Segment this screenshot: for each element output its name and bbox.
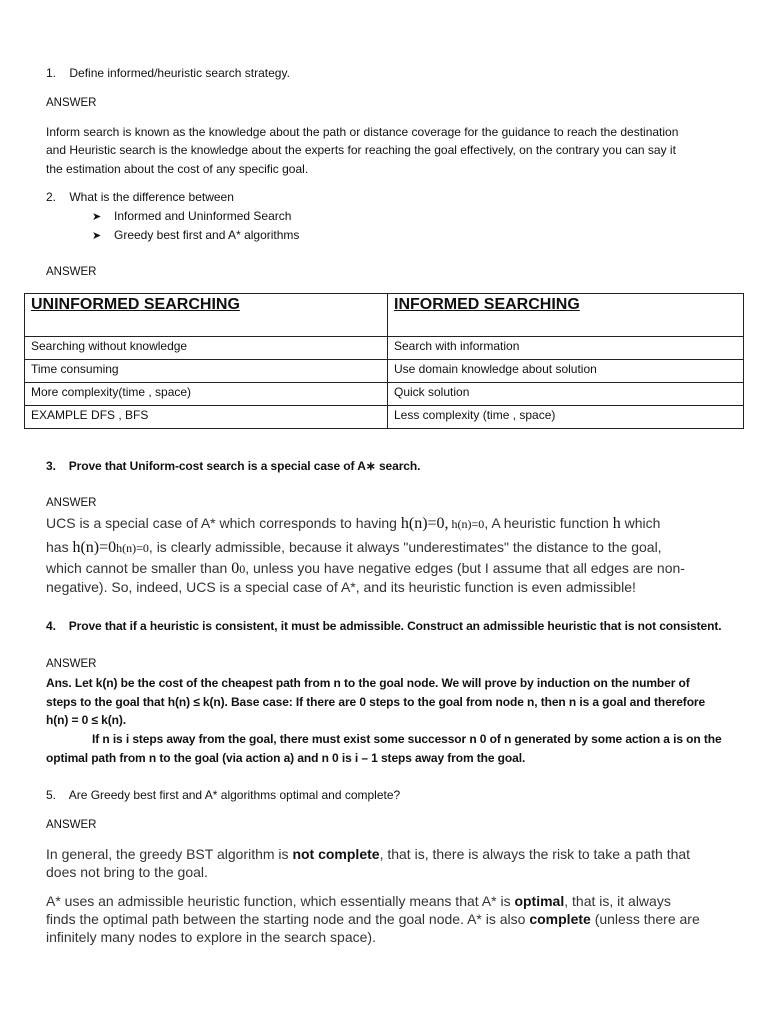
answer-3-line-1: UCS is a special case of A* which corresponds to having h(n)=0, h(n)=0, A heuristic function h which	[46, 515, 661, 532]
table-row	[25, 360, 744, 383]
question-5-number: 5.	[46, 788, 57, 802]
question-4	[46, 619, 721, 634]
question-5-text: Are Greedy best first and A* algorithms optimal and complete?	[68, 788, 401, 802]
question-1	[46, 66, 290, 81]
question-3-text: Prove that Uniform-cost search is a special case of A∗ search.	[68, 459, 421, 473]
table-cell: Searching without knowledge	[25, 337, 388, 360]
answer-5-para-2-line-1: A* uses an admissible heuristic function, which essentially means that A* is optimal, that is, it always	[46, 893, 671, 909]
table-row	[25, 406, 744, 429]
answer-5-para-2-line-3: infinitely many nodes to explore in the search space).	[46, 929, 376, 945]
arrow-bullet-icon: ➤	[92, 211, 102, 223]
table-cell: Time consuming	[25, 360, 388, 383]
answer-1-line-1: Inform search is known as the knowledge about the path or distance coverage for the guidance to reach the destination	[46, 125, 679, 139]
question-3-number: 3.	[46, 459, 56, 473]
answer-4-line-1: Ans. Let k(n) be the cost of the cheapest path from n to the goal node. We will prove by induction on the number of	[46, 676, 690, 690]
question-1-number: 1.	[46, 66, 57, 80]
table-cell: Search with information	[388, 337, 744, 360]
answer-2-label: ANSWER	[46, 266, 97, 278]
answer-4-line-2: steps to the goal that h(n) ≤ k(n). Base case: If there are 0 steps to the goal from node n, then n is a goal and therefore	[46, 695, 706, 709]
question-2-text: What is the difference between	[69, 190, 234, 204]
answer-4-last-line: optimal path from n to the goal (via action a) and n 0 is i – 1 steps away from the goal.	[46, 751, 526, 765]
table-header-row	[25, 294, 744, 337]
answer-5-label: ANSWER	[46, 819, 97, 831]
question-2	[46, 190, 234, 205]
question-2-bullet-2	[92, 228, 299, 244]
question-3	[46, 459, 420, 474]
answer-3-line-2: has h(n)=0h(n)=0, is clearly admissible, because it always "underestimates" the distance to the goal,	[46, 539, 662, 556]
answer-3-line-3: which cannot be smaller than 00, unless you have negative edges (but I assume that all edges are non-	[46, 560, 685, 577]
answer-1-label: ANSWER	[46, 97, 97, 109]
table-row	[25, 337, 744, 360]
table-cell: More complexity(time , space)	[25, 383, 388, 406]
question-1-text: Define informed/heuristic search strategy.	[69, 66, 290, 80]
answer-1-line-3: the estimation about the cost of any specific goal.	[46, 162, 309, 176]
answer-4-indent-line: If n is i steps away from the goal, there must exist some successor n 0 of n generated by some action a is on the	[92, 732, 722, 746]
table-cell: Less complexity (time , space)	[388, 406, 744, 429]
answer-4-label: ANSWER	[46, 658, 97, 670]
header-informed: INFORMED SEARCHING	[388, 294, 744, 337]
arrow-bullet-icon: ➤	[92, 230, 102, 242]
answer-5-para-1-line-1: In general, the greedy BST algorithm is not complete, that is, there is always the risk to take a path that	[46, 846, 691, 862]
header-uninformed: UNINFORMED SEARCHING	[25, 294, 388, 337]
question-4-text: Prove that if a heuristic is consistent, it must be admissible. Construct an admissible heuristic that is not consistent.	[68, 619, 722, 633]
table-row	[25, 383, 744, 406]
question-2-number: 2.	[46, 190, 57, 204]
comparison-table	[24, 293, 744, 429]
answer-3-label: ANSWER	[46, 497, 97, 509]
bullet-1-text: Informed and Uninformed Search	[114, 209, 292, 223]
table-cell: EXAMPLE DFS , BFS	[25, 406, 388, 429]
question-5	[46, 788, 400, 803]
question-2-bullet-1	[92, 209, 291, 225]
table-cell: Use domain knowledge about solution	[388, 360, 744, 383]
table-cell: Quick solution	[388, 383, 744, 406]
answer-5-para-2-line-2: finds the optimal path between the starting node and the goal node. A* is also complete (unless there are	[46, 911, 700, 927]
answer-1-line-2: and Heuristic search is the knowledge about the experts for reaching the goal effectively, on the contrary you can say it	[46, 143, 676, 157]
bullet-2-text: Greedy best first and A* algorithms	[114, 228, 300, 242]
question-4-number: 4.	[46, 619, 56, 633]
answer-5-para-1-line-2: does not bring to the goal.	[46, 864, 208, 880]
answer-4-line-3: h(n) = 0 ≤ k(n).	[46, 713, 126, 727]
answer-3-line-4: negative). So, indeed, UCS is a special case of A*, and its heuristic function is even admissible!	[46, 579, 636, 595]
